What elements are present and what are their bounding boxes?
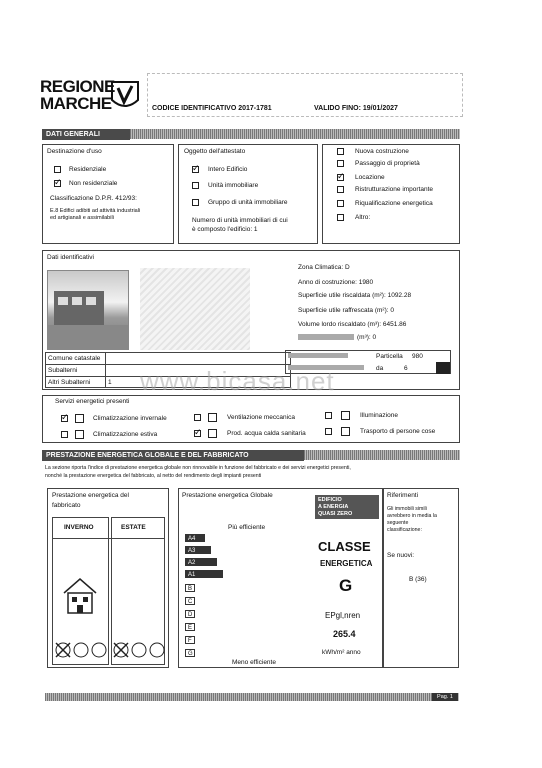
trasporto-checkbox[interactable] xyxy=(325,428,332,435)
redacted-volume xyxy=(298,334,354,340)
sub-value: 6 xyxy=(404,365,408,372)
check-mark-icon: ✓ xyxy=(54,177,62,187)
subalterni-label: Subalterni xyxy=(48,367,78,374)
illuminazione-checkbox[interactable] xyxy=(325,412,332,419)
class-a4: A4 xyxy=(185,534,205,542)
prestazione-intro-2: nonché la prestazione energetica del fabbricato, al netto del rendimento degli impianti presenti xyxy=(45,473,262,479)
residenziale-label: Residenziale xyxy=(69,166,107,173)
logo-text-marche: MARCHE xyxy=(40,94,112,113)
edificio-label-1: EDIFICIO xyxy=(318,497,342,503)
check-mark-icon: ✓ xyxy=(192,163,200,173)
section-title-dati-generali: DATI GENERALI xyxy=(42,129,130,140)
valid-label: VALIDO FINO: 19/01/2027 xyxy=(314,105,398,112)
destinazione-title: Destinazione d'uso xyxy=(47,148,102,155)
prestazione-intro-1: La sezione riporta l'indice di prestazione energetica globale non rinnovabile in funzione del fabbricato e dei servizi energetici presenti, xyxy=(45,465,351,471)
nuova-costruzione-checkbox[interactable] xyxy=(337,148,344,155)
column-divider xyxy=(52,538,165,539)
clim-invernale-icon xyxy=(75,414,84,423)
class-f: F xyxy=(185,636,195,644)
riferimenti-text-1: Gli immobili simili xyxy=(387,506,427,512)
anno-costruzione: Anno di costruzione: 1980 xyxy=(298,279,374,286)
clim-estiva-label: Climatizzazione estiva xyxy=(93,431,158,438)
dark-cell xyxy=(436,362,450,374)
classe-desc-2: ed artigianali e assimilabili xyxy=(50,215,114,221)
gruppo-unita-label: Gruppo di unità immobiliare xyxy=(208,199,288,206)
trasporto-icon xyxy=(341,427,350,436)
class-a2: A2 xyxy=(185,558,217,566)
ristrutturazione-checkbox[interactable] xyxy=(337,186,344,193)
unita-immobiliare-checkbox[interactable] xyxy=(192,182,199,189)
volume-riscaldato: Volume lordo riscaldato (m³): 6451.86 xyxy=(298,321,407,328)
particella-label: Particella xyxy=(376,353,403,360)
altri-subalterni-value: 1 xyxy=(108,379,112,386)
sad-face-crossed-icon xyxy=(113,640,165,660)
classe-desc-1: E.8 Edifici adibiti ad attività industriali xyxy=(50,208,141,214)
energetica-label: ENERGETICA xyxy=(320,559,373,568)
meno-efficiente-label: Meno efficiente xyxy=(232,659,276,666)
numero-unita-line2: è composto l'edificio: 1 xyxy=(192,226,258,233)
clim-estiva-icon xyxy=(75,430,84,439)
residenziale-checkbox[interactable] xyxy=(54,166,61,173)
altri-subalterni-label: Altri Subalterni xyxy=(48,379,91,386)
se-nuovi-label: Se nuovi: xyxy=(387,552,415,559)
acqua-calda-icon xyxy=(208,429,217,438)
redacted-area xyxy=(140,268,250,350)
illuminazione-label: Illuminazione xyxy=(360,412,398,419)
catasto-divider xyxy=(105,352,106,388)
gruppo-unita-checkbox[interactable] xyxy=(192,199,199,206)
superficie-raffrescata: Superficie utile raffrescata (m²): 0 xyxy=(298,307,394,314)
riqualificazione-label: Riqualificazione energetica xyxy=(355,200,433,207)
epgl-value: 265.4 xyxy=(333,629,356,639)
passaggio-label: Passaggio di proprietà xyxy=(355,160,420,167)
footer-bar xyxy=(45,693,459,701)
destinazione-box xyxy=(42,144,174,244)
check-mark-icon: ✓ xyxy=(194,427,202,437)
inverno-rating-icons xyxy=(55,640,107,660)
zona-climatica: Zona Climatica: D xyxy=(298,264,350,271)
ventilazione-label: Ventilazione meccanica xyxy=(227,414,295,421)
estate-label: ESTATE xyxy=(121,524,146,531)
estate-rating-icons xyxy=(113,640,165,660)
regione-emblem-icon xyxy=(110,80,140,112)
numero-unita-line1: Numero di unità immobiliari di cui xyxy=(192,217,288,224)
class-g: G xyxy=(185,649,195,657)
oggetto-title: Oggetto dell'attestato xyxy=(184,148,246,155)
building-image-icon xyxy=(48,271,128,349)
house-icon xyxy=(60,575,100,615)
edificio-label-3: QUASI ZERO xyxy=(318,511,353,517)
footer-page: Pag. 1 xyxy=(432,693,458,701)
classe-label: CLASSE xyxy=(318,539,371,554)
classe-value: G xyxy=(339,576,353,595)
nuova-costruzione-label: Nuova costruzione xyxy=(355,148,409,155)
edificio-label-2: A ENERGIA xyxy=(318,504,349,510)
edificio-nzeb-box xyxy=(315,495,379,519)
class-b: B xyxy=(185,584,195,592)
unita-immobiliare-label: Unità immobiliare xyxy=(208,182,259,189)
ventilazione-icon xyxy=(208,413,217,422)
se-nuovi-value: B (36) xyxy=(409,576,427,583)
altro-checkbox[interactable] xyxy=(337,214,344,221)
epgl-label: EPgl,nren xyxy=(325,611,361,620)
header-frame xyxy=(147,73,463,117)
fabbricato-title-1: Prestazione energetica del xyxy=(52,492,129,499)
riferimenti-text-3: seguente xyxy=(387,520,409,526)
globale-title: Prestazione energetica Globale xyxy=(182,492,273,499)
ristrutturazione-label: Ristrutturazione importante xyxy=(355,186,434,193)
non-residenziale-label: Non residenziale xyxy=(69,180,118,187)
catasto-divider xyxy=(45,364,291,365)
logo-text-regione: REGIONE xyxy=(40,77,115,96)
passaggio-checkbox[interactable] xyxy=(337,160,344,167)
building-photo xyxy=(47,270,129,350)
clim-invernale-label: Climatizzazione invernale xyxy=(93,415,167,422)
intero-edificio-label: Intero Edificio xyxy=(208,166,248,173)
section-title-prestazione: PRESTAZIONE ENERGETICA GLOBALE E DEL FABBRICATO xyxy=(42,450,304,461)
energy-scale xyxy=(185,534,255,659)
riqualificazione-checkbox[interactable] xyxy=(337,200,344,207)
riferimenti-title: Riferimenti xyxy=(387,492,419,499)
superficie-riscaldata: Superficie utile riscaldata (m²): 1092.28 xyxy=(298,292,412,299)
class-e: E xyxy=(185,623,195,631)
motivo-box xyxy=(322,144,460,244)
riferimenti-text-2: avrebbero in media la xyxy=(387,513,437,519)
clim-estiva-checkbox[interactable] xyxy=(61,431,68,438)
classificazione-label: Classificazione D.P.R. 412/93: xyxy=(50,195,137,202)
sad-face-crossed-icon xyxy=(55,640,107,660)
code-label: CODICE IDENTIFICATIVO 2017-1781 xyxy=(152,105,272,112)
class-a3: A3 xyxy=(185,546,211,554)
riferimenti-text-4: classificazione: xyxy=(387,527,422,533)
class-c: C xyxy=(185,597,195,605)
ventilazione-checkbox[interactable] xyxy=(194,414,201,421)
altro-label: Altro: xyxy=(355,214,371,221)
check-mark-icon: ✓ xyxy=(61,412,69,422)
class-d: D xyxy=(185,610,195,618)
trasporto-label: Trasporto di persone cose xyxy=(360,428,436,435)
fabbricato-title-2: fabbricato xyxy=(52,502,81,509)
acqua-calda-label: Prod. acqua calda sanitaria xyxy=(227,430,306,437)
regione-logo xyxy=(40,78,140,118)
watermark: www.bicasa.net xyxy=(140,366,335,396)
epgl-unit: kWh/m² anno xyxy=(322,649,361,656)
locazione-label: Locazione xyxy=(355,174,385,181)
servizi-title: Servizi energetici presenti xyxy=(55,398,130,405)
redacted-foglio xyxy=(288,353,348,358)
illuminazione-icon xyxy=(341,411,350,420)
class-a1: A1 xyxy=(185,570,223,578)
volume-raffrescato: (m³): 0 xyxy=(357,334,377,341)
inverno-label: INVERNO xyxy=(64,524,94,531)
particella-value: 980 xyxy=(412,353,423,360)
dati-identificativi-title: Dati identificativi xyxy=(47,254,94,261)
check-mark-icon: ✓ xyxy=(337,171,345,181)
comune-catastale-label: Comune catastale xyxy=(48,355,101,362)
piu-efficiente-label: Più efficiente xyxy=(228,524,266,531)
da-label: da xyxy=(376,365,384,372)
